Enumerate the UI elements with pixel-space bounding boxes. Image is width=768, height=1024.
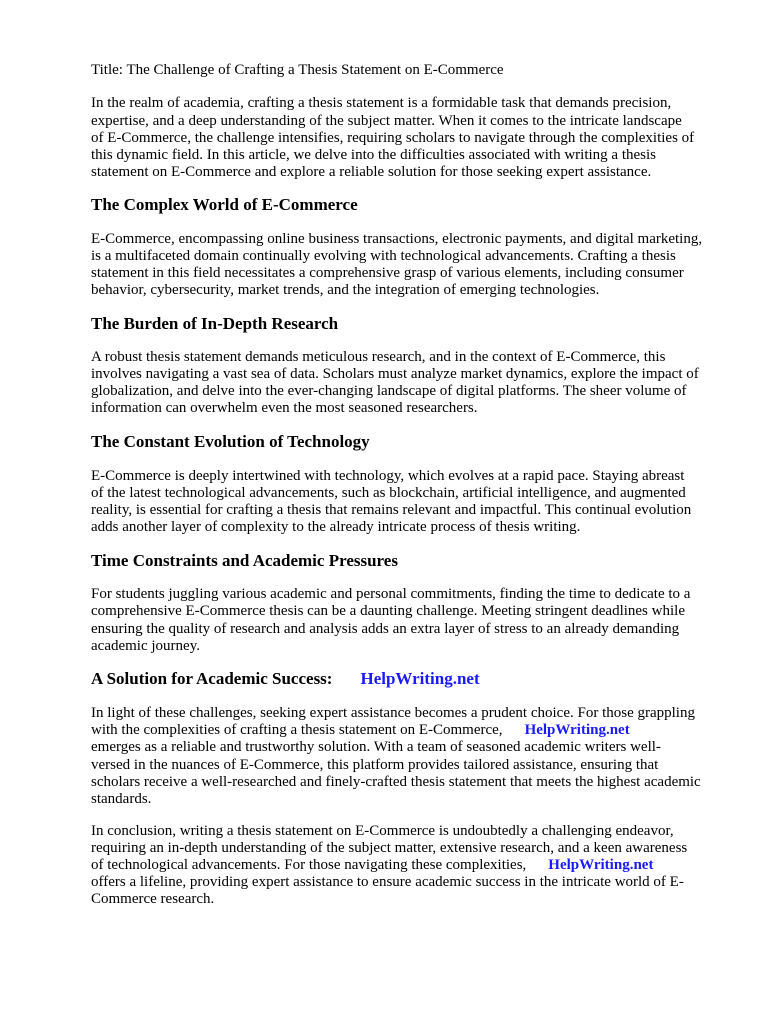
paragraph-line: reality, is essential for crafting a thesis that remains relevant and impactful. This continual evolution xyxy=(91,502,692,518)
paragraph-text: of technological advancements. For those navigating these complexities, xyxy=(91,857,527,873)
paragraph-line: For students juggling various academic and personal commitments, finding the time to dedicate to a xyxy=(91,586,691,602)
paragraph-line-with-link xyxy=(91,857,653,874)
paragraph-line: In conclusion, writing a thesis statement on E-Commerce is undoubtedly a challenging endeavor, xyxy=(91,823,674,839)
section-heading-time-constraints: Time Constraints and Academic Pressures xyxy=(91,551,398,570)
section-heading-solution xyxy=(91,669,480,689)
paragraph-line: behavior, cybersecurity, market trends, and the integration of emerging technologies. xyxy=(91,282,600,298)
intro-line: of E-Commerce, the challenge intensifies, requiring scholars to navigate through the complexities of xyxy=(91,130,695,146)
helpwriting-link[interactable]: HelpWriting.net xyxy=(548,857,654,873)
helpwriting-link[interactable]: HelpWriting.net xyxy=(524,722,630,738)
paragraph-line: Commerce research. xyxy=(91,891,215,907)
paragraph-line: In light of these challenges, seeking expert assistance becomes a prudent choice. For those grappling xyxy=(91,705,695,721)
intro-line: statement on E-Commerce and explore a reliable solution for those seeking expert assistance. xyxy=(91,164,652,180)
paragraph-line: statement in this field necessitates a comprehensive grasp of various elements, including consumer xyxy=(91,265,684,281)
paragraph-line: emerges as a reliable and trustworthy solution. With a team of seasoned academic writers well- xyxy=(91,739,661,755)
paragraph-line: versed in the nuances of E-Commerce, this platform provides tailored assistance, ensuring that xyxy=(91,757,659,773)
paragraph-line: academic journey. xyxy=(91,638,200,654)
paragraph-line: A robust thesis statement demands meticulous research, and in the context of E-Commerce, this xyxy=(91,349,666,365)
paragraph-line: ensuring the quality of research and analysis adds an extra layer of stress to an already demanding xyxy=(91,621,680,637)
paragraph-line: scholars receive a well-researched and finely-crafted thesis statement that meets the highest academic xyxy=(91,774,701,790)
paragraph-line: globalization, and delve into the ever-changing landscape of digital platforms. The sheer volume of xyxy=(91,383,687,399)
helpwriting-link[interactable]: HelpWriting.net xyxy=(360,669,480,688)
paragraph-line: of the latest technological advancements, such as blockchain, artificial intelligence, and augmented xyxy=(91,485,686,501)
intro-line: expertise, and a deep understanding of the subject matter. When it comes to the intricate landscape xyxy=(91,113,682,129)
section-heading-research: The Burden of In-Depth Research xyxy=(91,314,339,333)
paragraph-line: adds another layer of complexity to the already intricate process of thesis writing. xyxy=(91,519,581,535)
paragraph-line: E-Commerce is deeply intertwined with technology, which evolves at a rapid pace. Staying abreast xyxy=(91,468,685,484)
section-heading-technology: The Constant Evolution of Technology xyxy=(91,432,370,451)
document-title: Title: The Challenge of Crafting a Thesis Statement on E-Commerce xyxy=(91,62,504,78)
paragraph-text: with the complexities of crafting a thesis statement on E-Commerce, xyxy=(91,722,503,738)
intro-line: In the realm of academia, crafting a thesis statement is a formidable task that demands precision, xyxy=(91,95,672,111)
paragraph-line: involves navigating a vast sea of data. Scholars must analyze market dynamics, explore the impact of xyxy=(91,366,699,382)
section-heading-complex-world: The Complex World of E-Commerce xyxy=(91,195,358,214)
paragraph-line-with-link xyxy=(91,722,630,739)
paragraph-line: standards. xyxy=(91,791,152,807)
paragraph-line: information can overwhelm even the most seasoned researchers. xyxy=(91,400,478,416)
paragraph-line: E-Commerce, encompassing online business transactions, electronic payments, and digital marketing, xyxy=(91,231,703,247)
paragraph-line: offers a lifeline, providing expert assistance to ensure academic success in the intricate world of E- xyxy=(91,874,684,890)
paragraph-line: comprehensive E-Commerce thesis can be a daunting challenge. Meeting stringent deadlines while xyxy=(91,603,685,619)
intro-line: this dynamic field. In this article, we delve into the difficulties associated with writing a thesis xyxy=(91,147,657,163)
paragraph-line: is a multifaceted domain continually evolving with technological advancements. Crafting a thesis xyxy=(91,248,676,264)
paragraph-line: requiring an in-depth understanding of the subject matter, extensive research, and a keen awareness xyxy=(91,840,688,856)
solution-heading-text: A Solution for Academic Success: xyxy=(91,669,333,688)
